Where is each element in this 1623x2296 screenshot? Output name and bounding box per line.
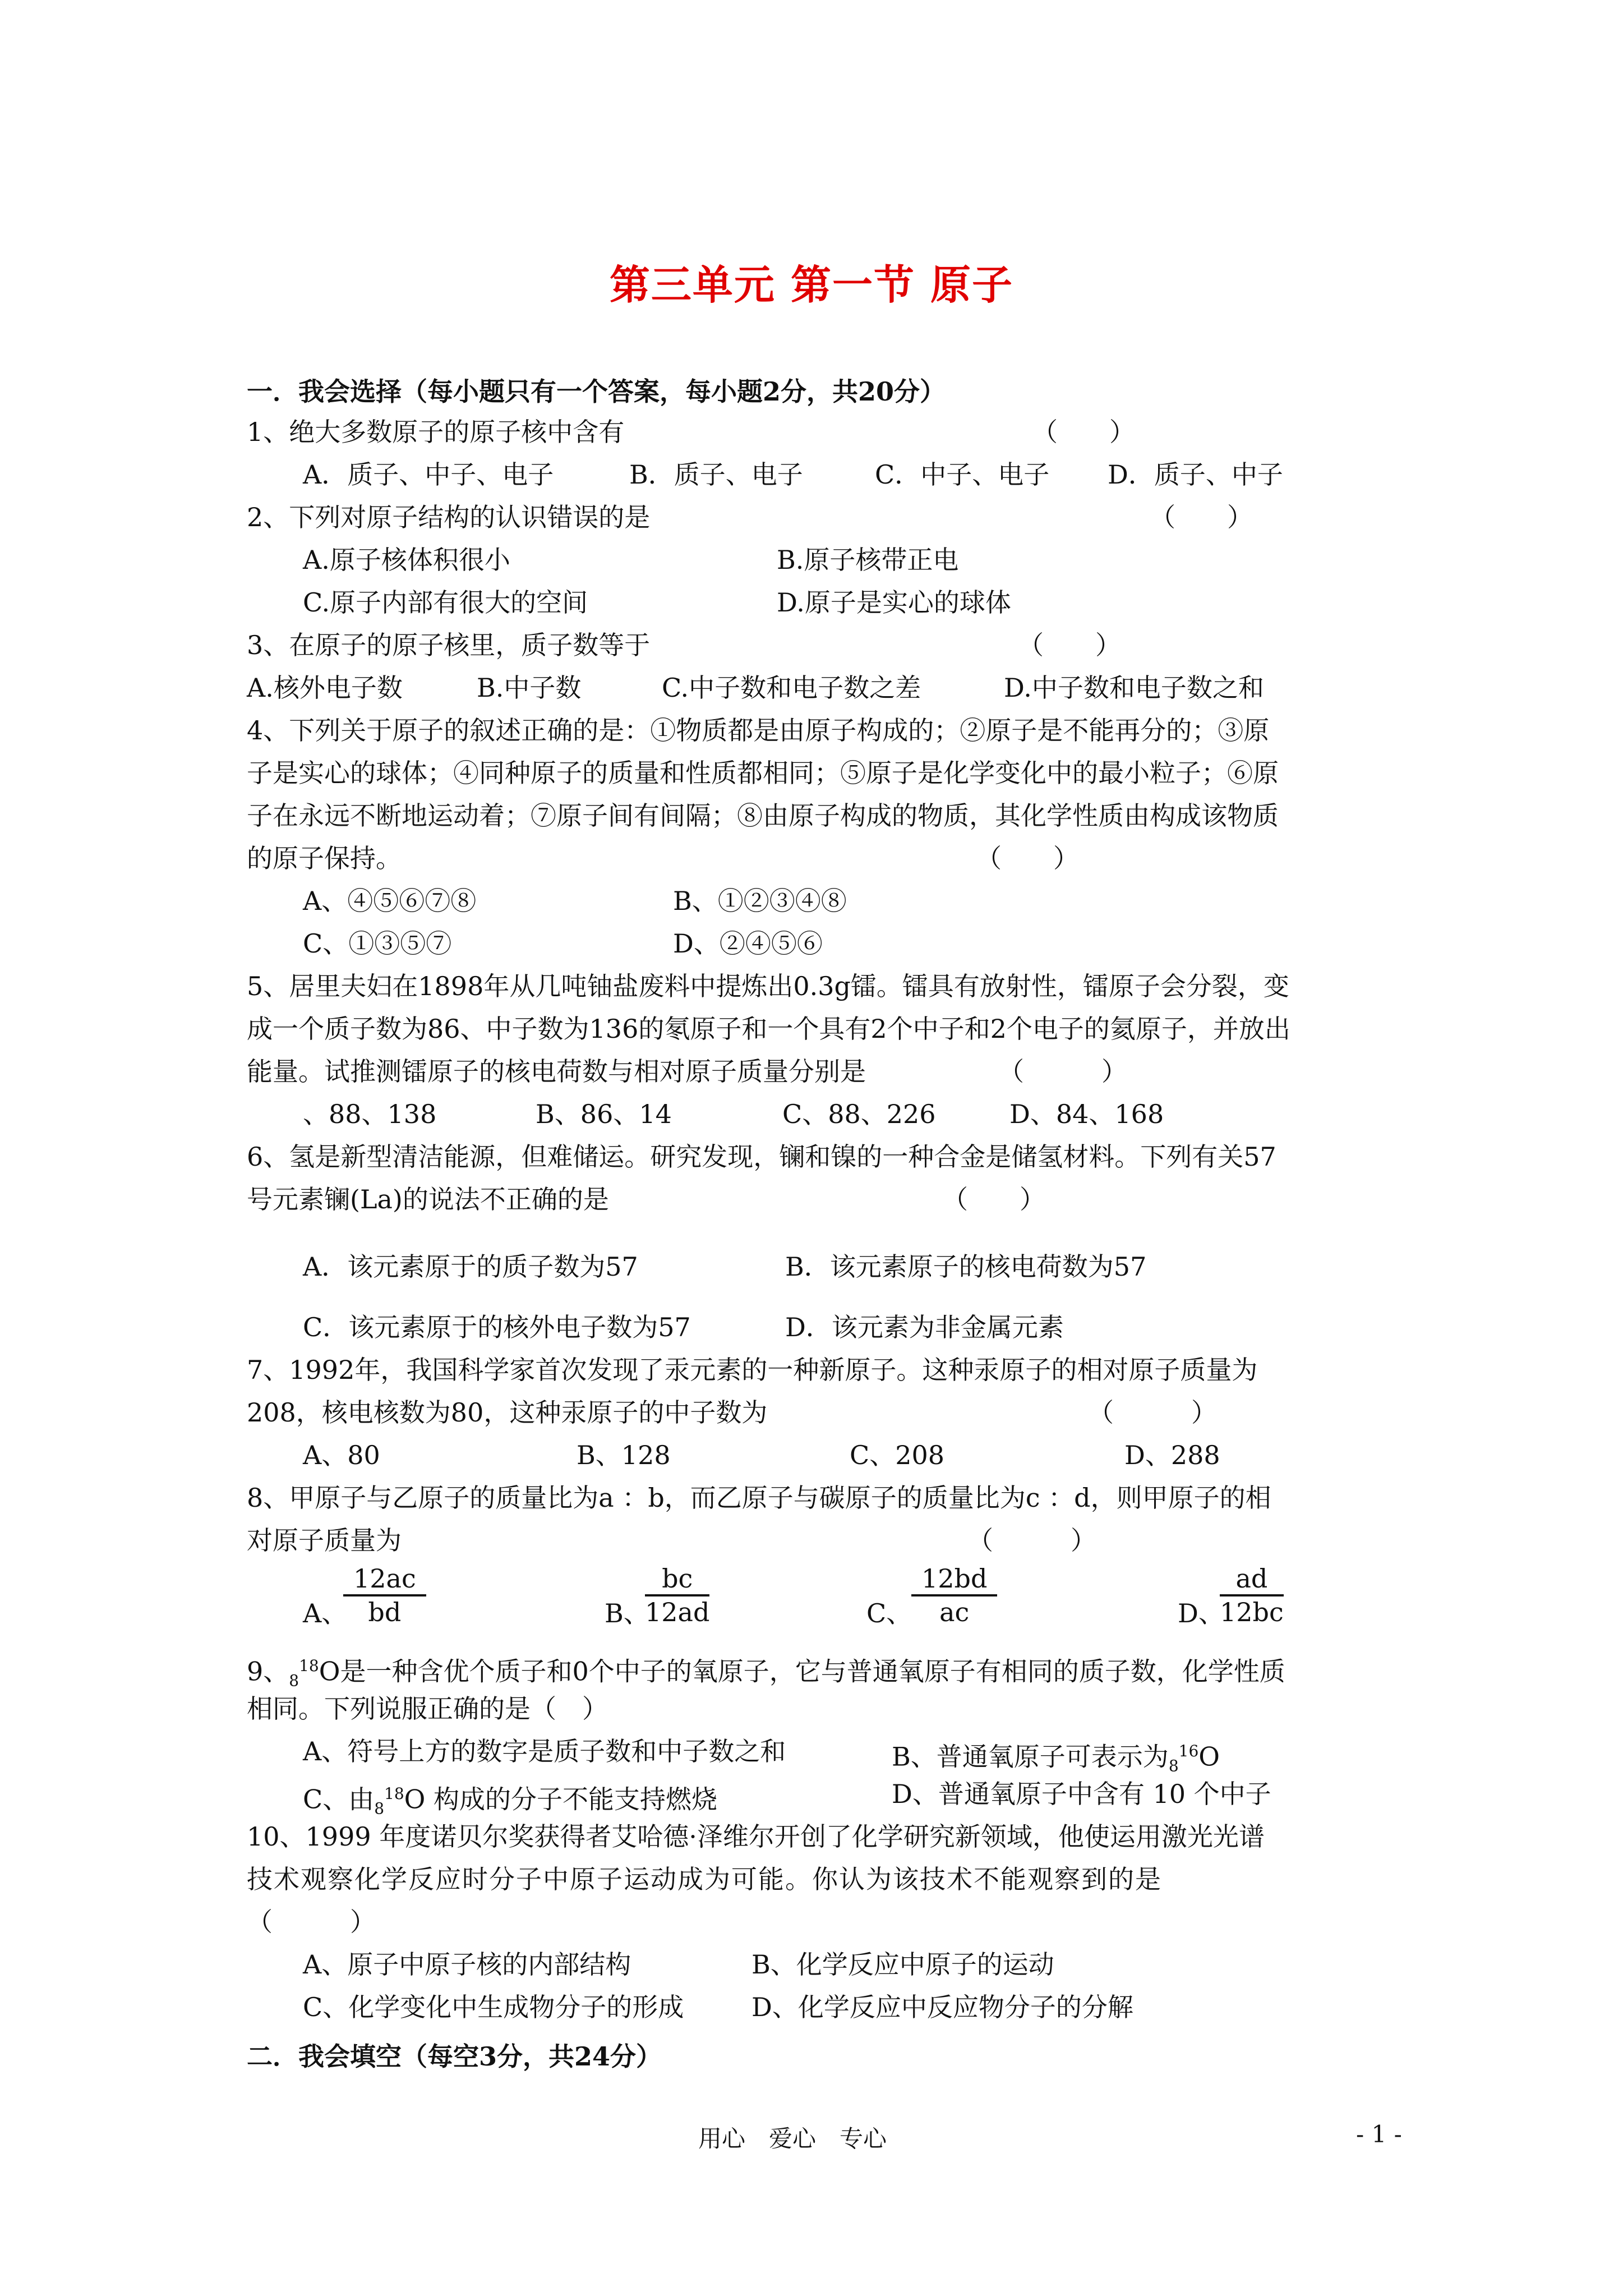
q10-option-d: D、化学反应中反应物分子的分解 [751,1992,1133,2022]
q10-stem-line-1: 10、1999 年度诺贝尔奖获得者艾哈德·泽维尔开创了化学研究新领域，他使运用激光光谱 [247,1821,1265,1852]
q6-answer-paren: （ ） [942,1184,1045,1214]
q2-option-b: B.原子核带正电 [777,545,959,575]
q7-stem-line-1: 7、1992年，我国科学家首次发现了汞元素的一种新原子。这种汞原子的相对原子质量为 [247,1355,1258,1385]
section-2-heading: 二．我会填空（每空3分，共24分） [247,2041,662,2072]
q9-mass-number: 18 [299,1657,319,1675]
q9-option-d: D、普通氧原子中含有 10 个中子 [892,1779,1271,1809]
q2-option-a: A.原子核体积很小 [303,545,510,575]
q10-stem-line-2: 技术观察化学反应时分子中原子运动成为可能。你认为该技术不能观察到的是 [247,1864,1162,1894]
q6-option-a: A．该元素原于的质子数为57 [303,1251,638,1282]
q2-answer-paren: （ ） [1150,502,1253,532]
footer-motto: 用心 爱心 专心 [698,2125,887,2152]
q1-answer-paren: （ ） [1032,417,1135,447]
q5-stem-line-1: 5、居里夫妇在1898年从几吨铀盐废料中提炼出0.3g镭。镭具有放射性，镭原子会分裂，变 [247,971,1289,1001]
q8-option-c-label: C、 [866,1598,912,1628]
q6-stem-line-1: 6、氢是新型清洁能源，但难储运。研究发现，镧和镍的一种合金是储氢材料。下列有关57 [247,1142,1276,1172]
q4-option-c: C、①③⑤⑦ [303,928,452,959]
q8-option-d-fraction [1220,1563,1284,1628]
q8-option-a-fraction [343,1563,426,1628]
q1-option-d: D．质子、中子 [1108,459,1283,490]
q4-stem-line-4: 的原子保持。 [247,843,402,873]
q4-answer-paren: （ ） [976,843,1079,873]
q9-option-a: A、符号上方的数字是质子数和中子数之和 [303,1736,786,1766]
q6-option-b: B．该元素原子的核电荷数为57 [785,1251,1147,1282]
q1-stem: 1、绝大多数原子的原子核中含有 [247,417,625,447]
q4-stem-line-2: 子是实心的球体；④同种原子的质量和性质都相同；⑤原子是化学变化中的最小粒子；⑥原 [247,758,1279,788]
q9-option-b-mass-number: 16 [1178,1742,1199,1760]
q9-option-c [303,1777,717,1826]
q7-option-a: A、80 [303,1440,380,1470]
q9-option-c-text: C、由 [303,1784,375,1815]
q8-option-a-denominator: bd [368,1597,402,1627]
section-1-heading: 一．我会选择（每小题只有一个答案，每小题2分，共20分） [247,376,946,407]
q5-option-b: B、86、14 [536,1099,672,1129]
q8-option-d-denominator: 12bc [1220,1597,1284,1627]
q8-option-b-numerator: bc [645,1563,709,1596]
q8-option-a-label: A、 [303,1598,348,1628]
q8-option-b-fraction [645,1563,709,1628]
q9-stem-line-2: 相同。下列说服正确的是（ ） [247,1694,608,1724]
q3-option-d: D.中子数和电子数之和 [1004,673,1264,703]
q5-answer-paren: （ ） [998,1056,1127,1087]
q5-stem-line-2: 成一个质子数为86、中子数为136的氡原子和一个具有2个中子和2个电子的氦原子，并放出 [247,1014,1290,1044]
q10-option-c: C、化学变化中生成物分子的形成 [303,1992,684,2022]
q6-stem-line-2: 号元素镧(La)的说法不正确的是 [247,1184,609,1214]
q9-option-c-mass-number: 18 [384,1784,404,1803]
page-number: - 1 - [1356,2120,1402,2148]
q4-option-b: B、①②③④⑧ [673,886,847,916]
q9-atomic-number: 8 [289,1671,299,1690]
q2-option-d: D.原子是实心的球体 [777,587,1011,618]
q9-stem-text: O是一种含优个质子和0个中子的氧原子，它与普通氧原子有相同的质子数，化学性质 [319,1656,1285,1687]
q3-stem: 3、在原子的原子核里，质子数等于 [247,630,651,660]
q5-option-d: D、84、168 [1009,1099,1164,1129]
q8-option-c-denominator: ac [939,1597,970,1627]
q9-option-b-text: B、普通氧原子可表示为 [892,1741,1169,1772]
page-title: 第三单元 第一节 原子 [609,261,1014,309]
q7-option-b: B、128 [577,1440,671,1470]
q10-answer-paren: （ ） [247,1907,376,1937]
q1-option-a: A．质子、中子、电子 [303,459,554,490]
q9-stem-line-1 [247,1649,1285,1698]
q9-option-b [892,1734,1220,1783]
q10-option-a: A、原子中原子核的内部结构 [303,1949,631,1980]
q1-option-c: C．中子、电子 [875,459,1050,490]
q8-stem-line-1: 8、甲原子与乙原子的质量比为a ：b，而乙原子与碳原子的质量比为c ：d，则甲原子的相 [247,1483,1271,1513]
q8-option-a-numerator: 12ac [343,1563,426,1596]
q7-stem-line-2: 208，核电核数为80，这种汞原子的中子数为 [247,1397,768,1428]
q5-stem-line-3: 能量。试推测镭原子的核电荷数与相对原子质量分别是 [247,1056,866,1087]
q9-option-b-symbol: O [1198,1741,1220,1772]
q6-option-d: D．该元素为非金属元素 [785,1312,1064,1342]
q8-answer-paren: （ ） [967,1525,1096,1556]
q2-stem: 2、下列对原子结构的认识错误的是 [247,502,651,532]
q7-option-c: C、208 [850,1440,944,1470]
q3-option-b: B.中子数 [477,673,582,703]
q7-option-d: D、288 [1124,1440,1220,1470]
q3-option-c: C.中子数和电子数之差 [662,673,921,703]
q4-stem-line-3: 子在永远不断地运动着；⑦原子间有间隔；⑧由原子构成的物质，其化学性质由构成该物质 [247,800,1279,831]
q8-option-c-numerator: 12bd [911,1563,997,1596]
q8-option-c-fraction [911,1563,997,1628]
q9-option-b-atomic-number: 8 [1168,1756,1179,1775]
q4-stem-line-1: 4、下列关于原子的叙述正确的是：①物质都是由原子构成的；②原子是不能再分的；③原 [247,715,1270,746]
q10-option-b: B、化学反应中原子的运动 [751,1949,1054,1980]
q4-option-a: A、④⑤⑥⑦⑧ [303,886,477,916]
q1-option-b: B．质子、电子 [629,459,803,490]
q7-answer-paren: （ ） [1088,1397,1217,1428]
q5-option-c: C、88、226 [782,1099,936,1129]
q8-option-d-label: D、 [1178,1598,1224,1628]
q5-option-a: 、88、138 [303,1099,437,1129]
q9-number: 9、 [247,1656,289,1687]
q8-option-b-denominator: 12ad [645,1597,710,1627]
q2-option-c: C.原子内部有很大的空间 [303,587,588,618]
q8-option-d-numerator: ad [1220,1563,1284,1596]
q6-option-c: C．该元素原于的核外电子数为57 [303,1312,691,1342]
q8-stem-line-2: 对原子质量为 [247,1525,402,1556]
q8-option-b-label: B、 [605,1598,649,1628]
q4-option-d: D、②④⑤⑥ [673,928,823,959]
q3-option-a: A.核外电子数 [247,673,403,703]
q9-option-c-tail: O 构成的分子不能支持燃烧 [404,1784,718,1815]
q9-option-c-atomic-number: 8 [374,1799,385,1818]
q3-answer-paren: （ ） [1018,630,1121,660]
